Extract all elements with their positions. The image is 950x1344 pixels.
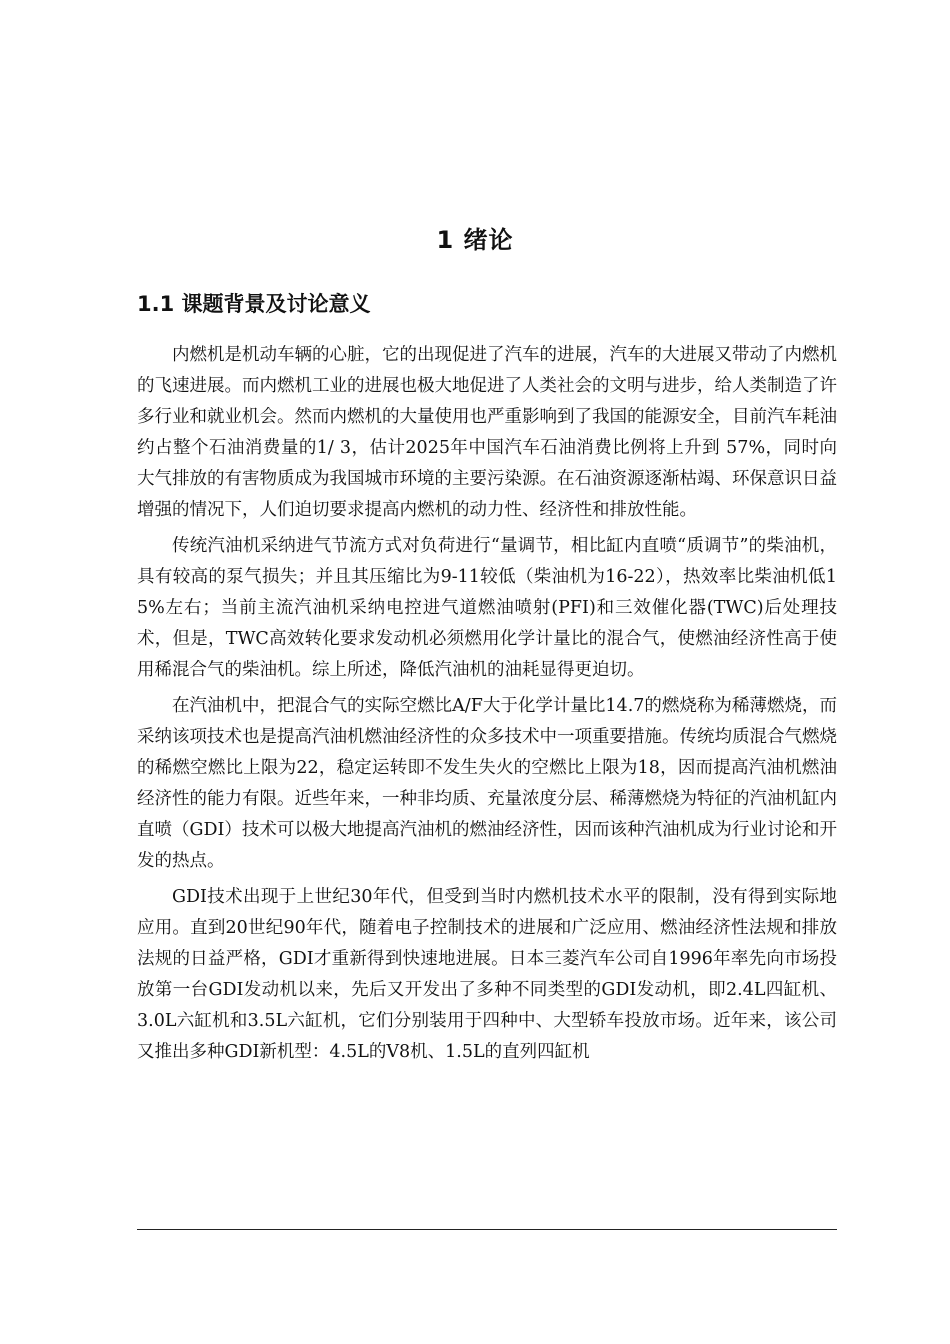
body-text [137, 340, 837, 1073]
paragraph-3: 在汽油机中，把混合气的实际空燃比A/F大于化学计量比14.7的燃烧称为稀薄燃烧，而采纳该项技术也是提高汽油机燃油经济性的众多技术中一项重要措施。传统均质混合气燃烧的稀燃空燃比上限为22，稳定运转即不发生失火的空燃比上限为18，因而提高汽油机燃油经济性的能力有限。近些年来，一种非均质、充量浓度分层、稀薄燃烧为特征的汽油机缸内直喷（GDI）技术可以极大地提高汽油机的燃油经济性，因而该种汽油机成为行业讨论和开发的热点。 [137, 696, 837, 871]
paragraph-4: GDI技术出现于上世纪30年代，但受到当时内燃机技术水平的限制，没有得到实际地应用。直到20世纪90年代，随着电子控制技术的进展和广泛应用、燃油经济性法规和排放法规的日益严格，GDI才重新得到快速地进展。日本三菱汽车公司自1996年率先向市场投放第一台GDI发动机以来，先后又开发出了多种不同类型的GDI发动机，即2.4L四缸机、3.0L六缸机和3.5L六缸机，它们分别装用于四种中、大型轿车投放市场。近年来，该公司又推出多种GDI新机型：4.5L的V8机、1.5L的直列四缸机 [137, 887, 837, 1062]
chapter-title: 1 绪论 [436, 226, 514, 254]
paragraph-2: 传统汽油机采纳进气节流方式对负荷进行“量调节，相比缸内直喷“质调节”的柴油机，具有较高的泵气损失；并且其压缩比为9-11较低（柴油机为16-22），热效率比柴油机低15%左右；当前主流汽油机采纳电控进气道燃油喷射(PFI)和三效催化器(TWC)后处理技术，但是，TWC高效转化要求发动机必须燃用化学计量比的混合气，使燃油经济性高于使用稀混合气的柴油机。综上所述，降低汽油机的油耗显得更迫切。 [137, 536, 837, 680]
footer-divider [137, 1229, 837, 1230]
paragraph-1: 内燃机是机动车辆的心脏，它的出现促进了汽车的进展，汽车的大进展又带动了内燃机的飞速进展。而内燃机工业的进展也极大地促进了人类社会的文明与进步，给人类制造了许多行业和就业机会。然而内燃机的大量使用也严重影响到了我国的能源安全，目前汽车耗油约占整个石油消费量的1/ 3，估计2025年中国汽车石油消费比例将上升到 57%，同时向大气排放的有害物质成为我国城市环境的主要污染源。在石油资源逐渐枯竭、环保意识日益增强的情况下，人们迫切要求提高内燃机的动力性、经济性和排放性能。 [137, 345, 837, 520]
section-title: 1.1 课题背景及讨论意义 [137, 292, 371, 316]
